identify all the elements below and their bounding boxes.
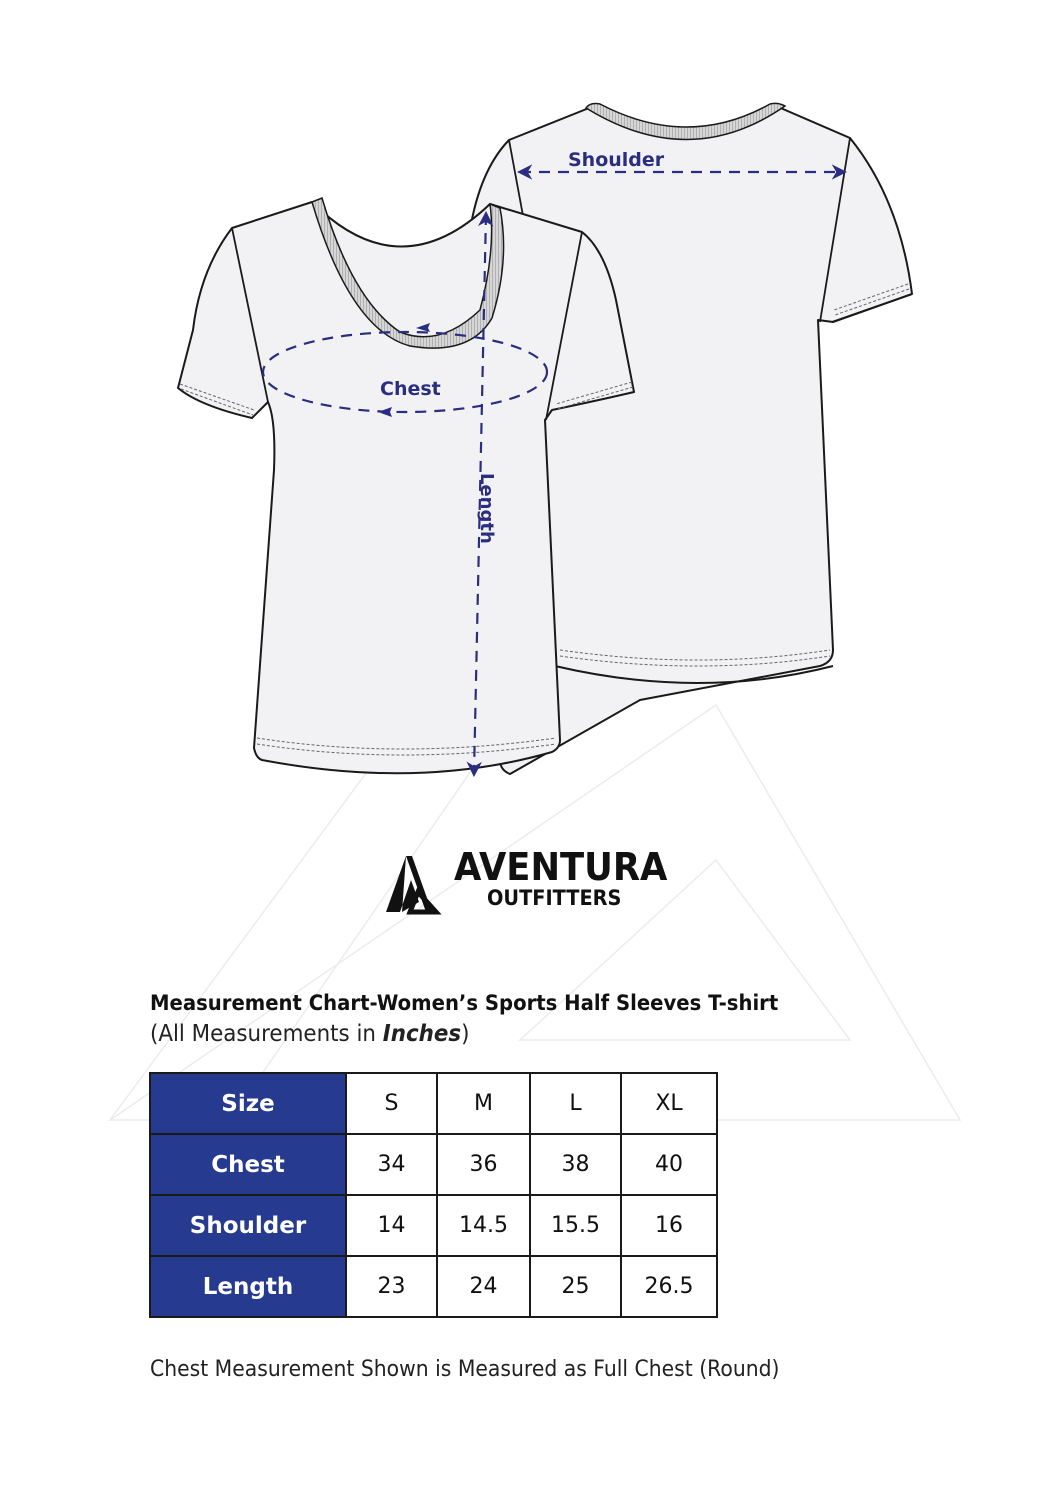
table-cell: 36 [437, 1134, 530, 1195]
row-header: Size [150, 1073, 346, 1134]
table-cell: XL [621, 1073, 717, 1134]
table-cell: L [530, 1073, 621, 1134]
size-chart-table [149, 1072, 718, 1318]
row-header: Length [150, 1256, 346, 1317]
table-cell: 23 [346, 1256, 437, 1317]
subtitle-suffix: ) [461, 1021, 470, 1047]
table-cell: S [346, 1073, 437, 1134]
footnote: Chest Measurement Shown is Measured as Full Chest (Round) [150, 1357, 780, 1382]
table-cell: 15.5 [530, 1195, 621, 1256]
chart-title: Measurement Chart-Women’s Sports Half Sleeves T-shirt [150, 991, 779, 1015]
table-cell: 34 [346, 1134, 437, 1195]
table-row-shoulder [150, 1195, 717, 1256]
subtitle-unit: Inches [382, 1021, 462, 1047]
chart-subtitle [150, 1021, 469, 1047]
table-cell: 38 [530, 1134, 621, 1195]
table-cell: 14.5 [437, 1195, 530, 1256]
table-cell: M [437, 1073, 530, 1134]
table-cell: 26.5 [621, 1256, 717, 1317]
table-row-chest [150, 1134, 717, 1195]
chest-label: Chest [380, 378, 441, 400]
table-cell: 25 [530, 1256, 621, 1317]
brand-logo [384, 845, 684, 916]
table-cell: 40 [621, 1134, 717, 1195]
length-label: Length [476, 473, 497, 544]
brand-subname: OUTFITTERS [487, 886, 622, 910]
table-row-length [150, 1256, 717, 1317]
table-cell: 14 [346, 1195, 437, 1256]
subtitle-prefix: (All Measurements in [150, 1021, 383, 1047]
brand-name: AVENTURA [454, 845, 668, 889]
table-cell: 16 [621, 1195, 717, 1256]
shoulder-label: Shoulder [568, 149, 665, 171]
table-row-size [150, 1073, 717, 1134]
row-header: Shoulder [150, 1195, 346, 1256]
logo-triangle-icon [384, 852, 454, 916]
table-cell: 24 [437, 1256, 530, 1317]
row-header: Chest [150, 1134, 346, 1195]
